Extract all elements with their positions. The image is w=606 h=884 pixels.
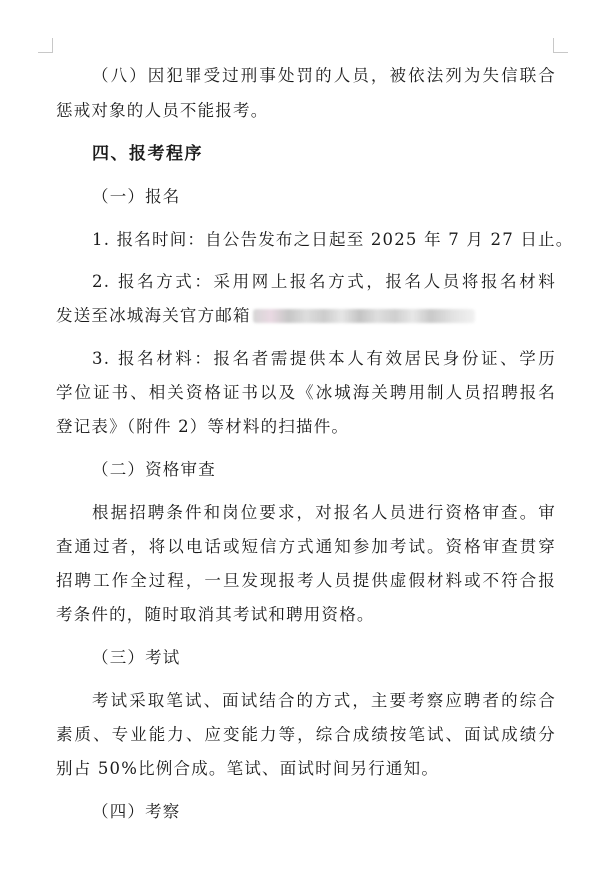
registration-time: 1. 报名时间：自公告发布之日起至 2025 年 7 月 27 日止。	[92, 230, 574, 249]
registration-method-line-1: 2. 报名方式：采用网上报名方式，报名人员将报名材料	[92, 272, 556, 291]
subheading-inspection: （四）考察	[92, 802, 181, 821]
registration-method-line-2	[56, 305, 556, 327]
subheading-registration: （一）报名	[92, 187, 181, 206]
registration-materials-line-2: 学位证书、相关资格证书以及《冰城海关聘用制人员招聘报名	[56, 383, 556, 402]
qualification-review-line-1: 根据招聘条件和岗位要求，对报名人员进行资格审查。审	[92, 503, 556, 522]
crop-mark-top-left	[38, 38, 53, 53]
section-heading-procedure: 四、报考程序	[92, 144, 203, 164]
qualification-review-line-3: 招聘工作全过程，一旦发现报考人员提供虚假材料或不符合报	[56, 571, 556, 590]
exam-line-2: 素质、专业能力、应变能力等，综合成绩按笔试、面试成绩分	[56, 725, 556, 744]
subheading-qualification-review: （二）资格审查	[92, 460, 216, 479]
qualification-review-line-2: 查通过者，将以电话或短信方式通知参加考试。资格审查贯穿	[56, 537, 556, 556]
qualification-review-line-4: 考条件的，随时取消其考试和聘用资格。	[56, 605, 375, 624]
exam-line-3: 别占 50%比例合成。笔试、面试时间另行通知。	[56, 759, 440, 778]
crop-mark-top-right	[553, 38, 568, 53]
registration-materials-line-1: 3. 报名材料：报名者需提供本人有效居民身份证、学历	[92, 349, 556, 368]
paragraph-eight-line-2: 惩戒对象的人员不能报考。	[56, 101, 269, 120]
exam-line-1: 考试采取笔试、面试结合的方式，主要考察应聘者的综合	[92, 691, 556, 710]
paragraph-eight-line-1: （八）因犯罪受过刑事处罚的人员，被依法列为失信联合	[92, 66, 556, 85]
registration-materials-line-3: 登记表》（附件 2）等材料的扫描件。	[56, 417, 350, 436]
registration-method-text: 发送至冰城海关官方邮箱	[56, 306, 251, 325]
subheading-exam: （三）考试	[92, 648, 181, 667]
redacted-email	[253, 309, 475, 323]
